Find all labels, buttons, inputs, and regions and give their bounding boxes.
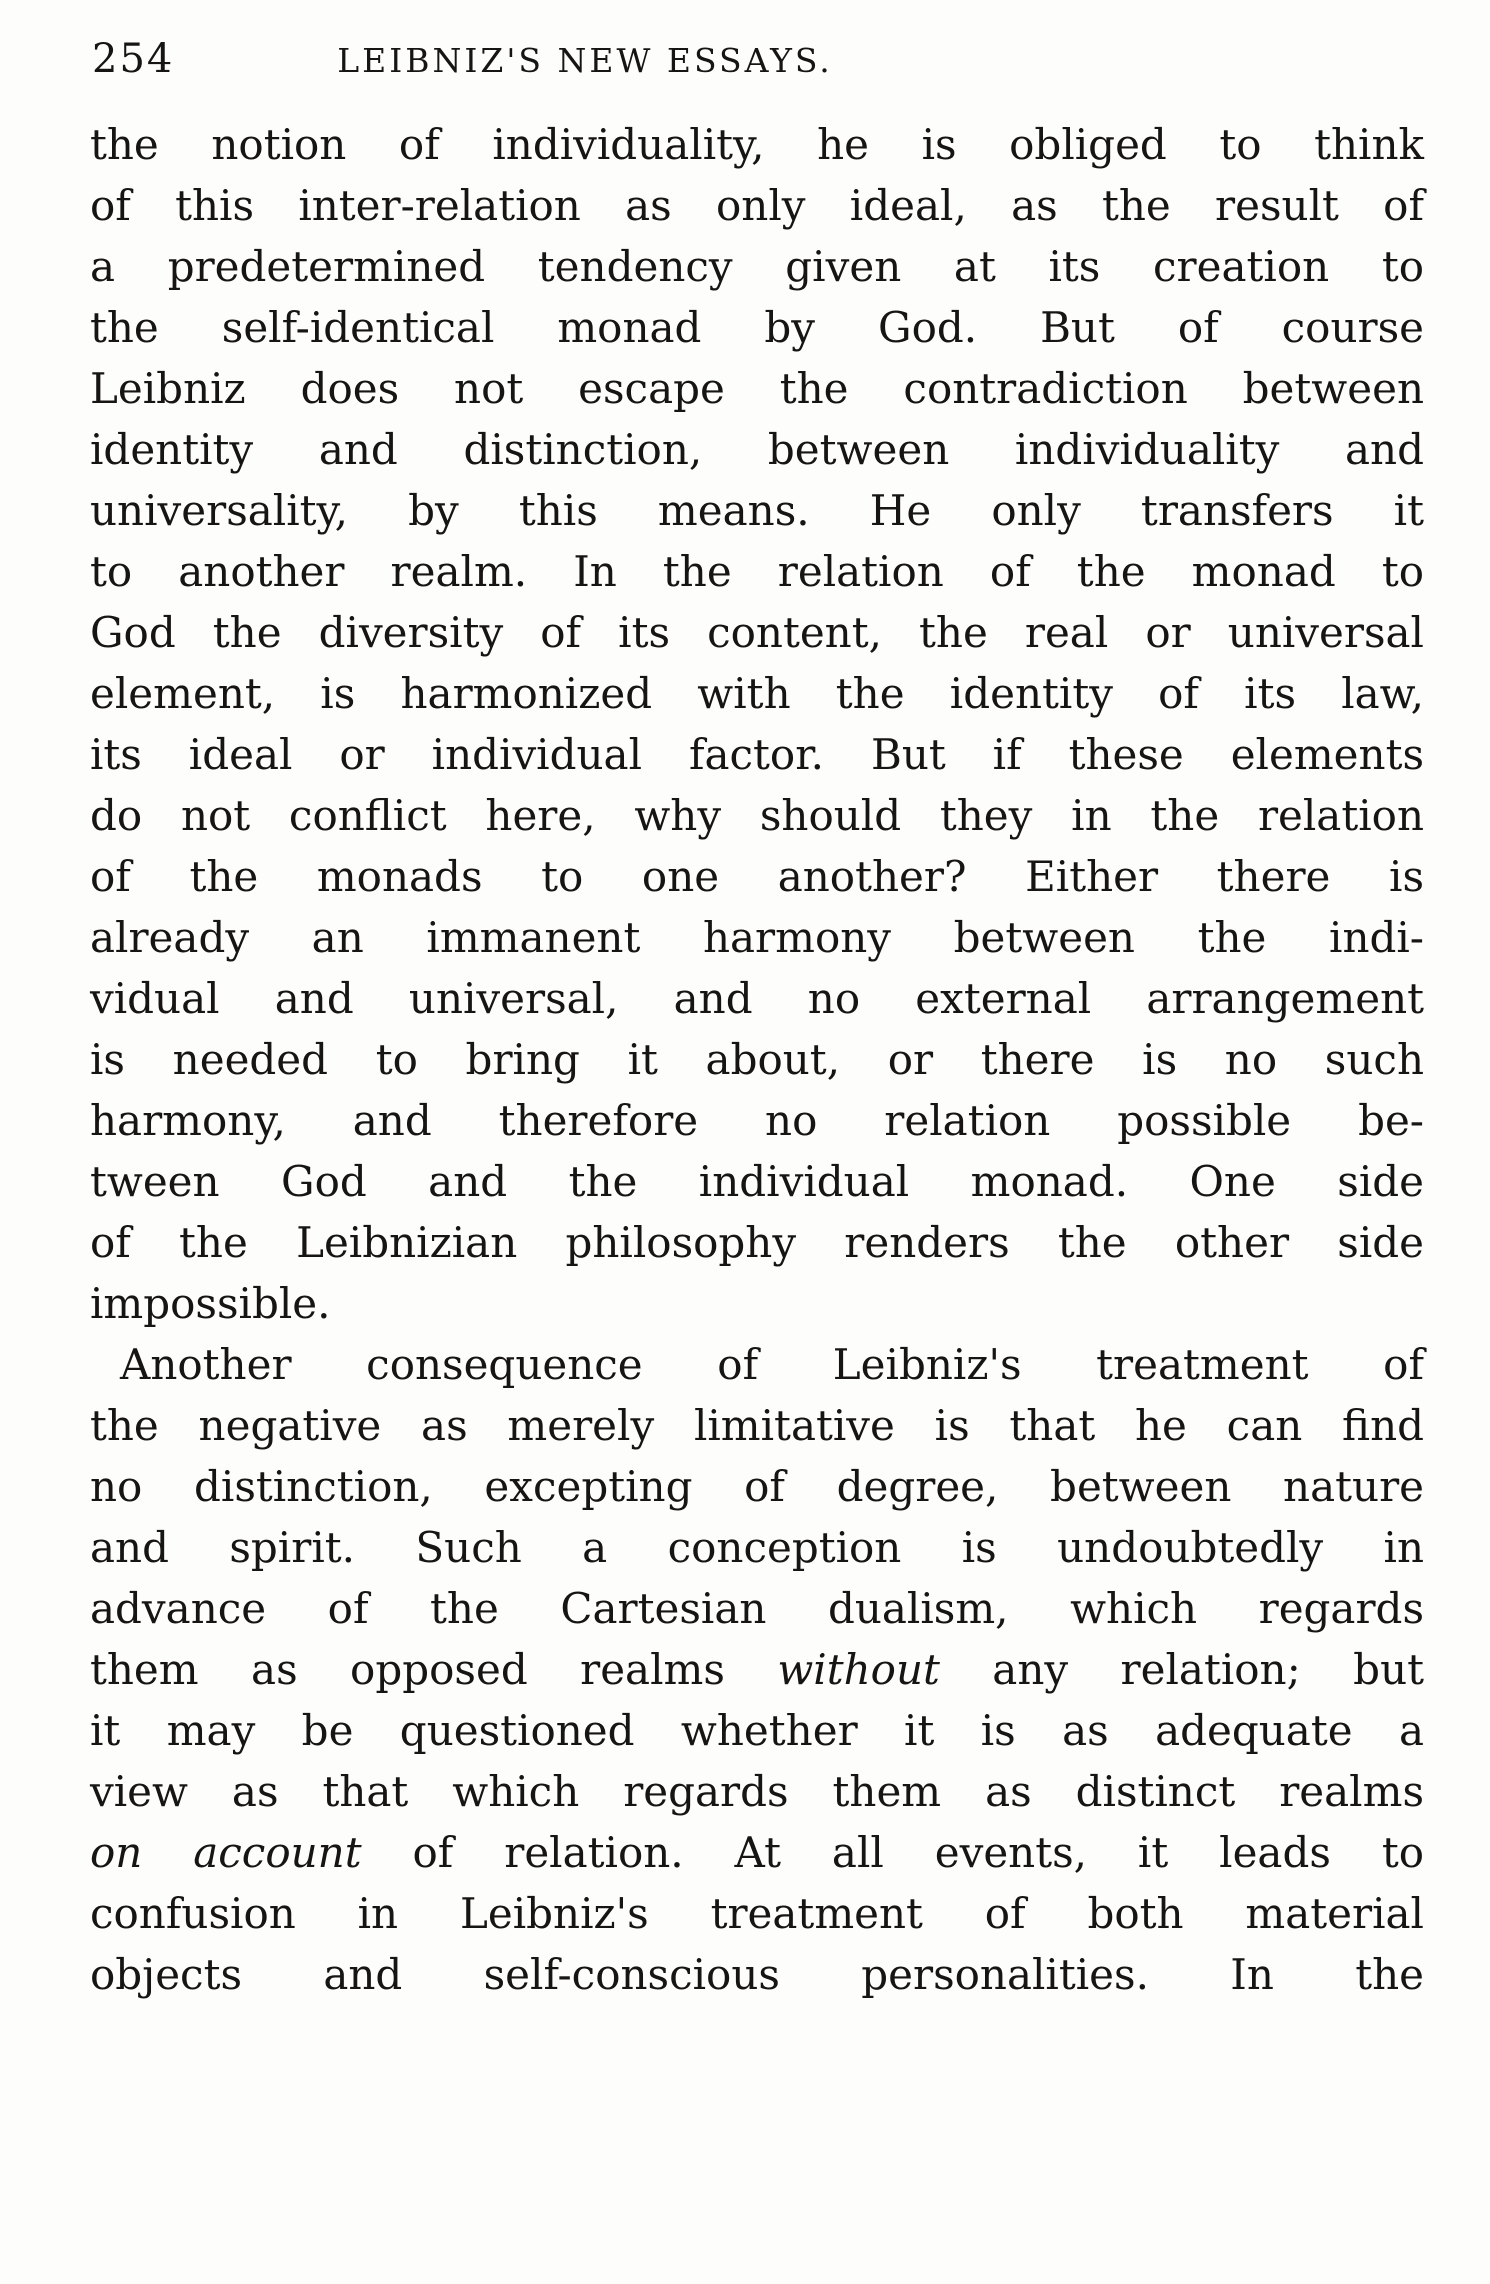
text-line bbox=[90, 480, 1424, 541]
italic-segment: on account bbox=[90, 1828, 362, 1877]
text-line bbox=[90, 785, 1424, 846]
text-line bbox=[90, 1212, 1424, 1273]
text-segment: its ideal or individual factor. But if these elements bbox=[90, 730, 1424, 779]
text-segment: of the Leibnizian philosophy renders the other side bbox=[90, 1218, 1424, 1267]
text-segment: of the monads to one another? Either there is bbox=[90, 852, 1424, 901]
text-segment: a predetermined tendency given at its creation to bbox=[90, 242, 1424, 291]
text-segment: of relation. At all events, it leads to bbox=[361, 1828, 1424, 1877]
text-line bbox=[90, 358, 1424, 419]
text-line bbox=[90, 1944, 1424, 2005]
text-line bbox=[90, 114, 1424, 175]
text-segment: God the diversity of its content, the real or universal bbox=[90, 608, 1424, 657]
text-line bbox=[90, 297, 1424, 358]
text-line bbox=[90, 1151, 1424, 1212]
page-body bbox=[90, 114, 1424, 2005]
text-line bbox=[90, 1395, 1424, 1456]
text-line bbox=[90, 1761, 1424, 1822]
text-segment: already an immanent harmony between the indi- bbox=[90, 913, 1424, 962]
text-line bbox=[90, 1700, 1424, 1761]
paragraph bbox=[90, 1334, 1424, 2005]
text-line bbox=[90, 1090, 1424, 1151]
text-line bbox=[90, 968, 1424, 1029]
text-line bbox=[90, 1334, 1424, 1395]
paragraph bbox=[90, 114, 1424, 1334]
text-line bbox=[90, 907, 1424, 968]
text-segment: the negative as merely limitative is that he can find bbox=[90, 1401, 1424, 1450]
text-segment: any relation; but bbox=[939, 1645, 1424, 1694]
text-line bbox=[90, 663, 1424, 724]
text-line bbox=[90, 1822, 1424, 1883]
text-line bbox=[90, 1029, 1424, 1090]
text-line bbox=[90, 236, 1424, 297]
text-line bbox=[90, 1883, 1424, 1944]
text-segment: tween God and the individual monad. One side bbox=[90, 1157, 1424, 1206]
text-segment: advance of the Cartesian dualism, which regards bbox=[90, 1584, 1424, 1633]
text-segment: to another realm. In the relation of the monad to bbox=[90, 547, 1424, 596]
text-segment: it may be questioned whether it is as adequate a bbox=[90, 1706, 1424, 1755]
italic-segment: without bbox=[777, 1645, 940, 1694]
text-segment: vidual and universal, and no external arrangement bbox=[90, 974, 1424, 1023]
running-title: LEIBNIZ'S NEW ESSAYS. bbox=[337, 41, 833, 80]
text-line bbox=[90, 1456, 1424, 1517]
text-line bbox=[90, 846, 1424, 907]
text-segment: them as opposed realms bbox=[90, 1645, 778, 1694]
text-segment: is needed to bring it about, or there is no such bbox=[90, 1035, 1424, 1084]
text-segment: view as that which regards them as distinct realms bbox=[90, 1767, 1424, 1816]
text-segment: impossible. bbox=[90, 1279, 331, 1328]
text-segment: harmony, and therefore no relation possible be- bbox=[90, 1096, 1424, 1145]
text-segment: Another consequence of Leibniz's treatment of bbox=[120, 1340, 1424, 1389]
page-number: 254 bbox=[92, 36, 175, 82]
text-segment: confusion in Leibniz's treatment of both material bbox=[90, 1889, 1424, 1938]
text-segment: no distinction, excepting of degree, between nature bbox=[90, 1462, 1424, 1511]
text-line bbox=[90, 1273, 1424, 1334]
text-segment: of this inter-relation as only ideal, as the result of bbox=[90, 181, 1424, 230]
text-segment: the self-identical monad by God. But of course bbox=[90, 303, 1424, 352]
text-line bbox=[90, 724, 1424, 785]
text-segment: do not conflict here, why should they in the relation bbox=[90, 791, 1424, 840]
text-segment: objects and self-conscious personalities. In the bbox=[90, 1950, 1424, 1999]
text-line bbox=[90, 175, 1424, 236]
page-header bbox=[90, 36, 1424, 92]
text-segment: identity and distinction, between individuality and bbox=[90, 425, 1424, 474]
text-segment: universality, by this means. He only transfers it bbox=[90, 486, 1424, 535]
text-line bbox=[90, 602, 1424, 663]
text-line bbox=[90, 541, 1424, 602]
text-line bbox=[90, 419, 1424, 480]
text-line bbox=[90, 1578, 1424, 1639]
text-segment: Leibniz does not escape the contradiction between bbox=[90, 364, 1424, 413]
text-segment: the notion of individuality, he is obliged to think bbox=[90, 120, 1424, 169]
text-segment: and spirit. Such a conception is undoubtedly in bbox=[90, 1523, 1424, 1572]
text-line bbox=[90, 1639, 1424, 1700]
text-segment: element, is harmonized with the identity of its law, bbox=[90, 669, 1424, 718]
text-line bbox=[90, 1517, 1424, 1578]
